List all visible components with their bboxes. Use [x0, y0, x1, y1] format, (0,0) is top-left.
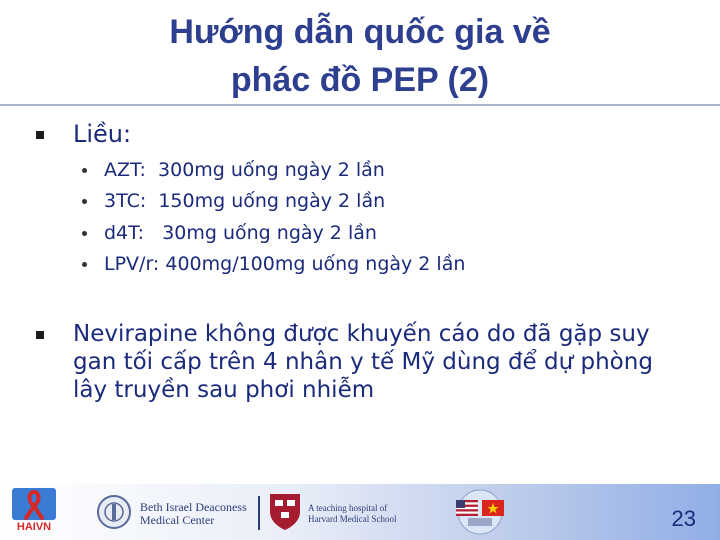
bullet-dot-icon	[82, 262, 87, 267]
dose-item: 3TC: 150mg uống ngày 2 lần	[104, 190, 386, 212]
bidmc-line2: Medical Center	[140, 513, 215, 527]
haivn-logo	[12, 488, 56, 536]
title-divider	[0, 104, 720, 106]
us-vietnam-flags-icon	[448, 488, 512, 536]
bullet-dot-icon	[82, 199, 87, 204]
nevirapine-note: Nevirapine không được khuyến cáo do đã gặp suy gan tối cấp trên 4 nhân y tế Mỹ dùng để dự phòng lây truyền sau phơi nhiễm	[73, 321, 653, 403]
harvard-line1: A teaching hospital of	[308, 503, 388, 513]
bidmc-seal-icon	[96, 494, 132, 530]
dose-item: LPV/r: 400mg/100mg uống ngày 2 lần	[104, 253, 466, 275]
dose-item: d4T: 30mg uống ngày 2 lần	[104, 222, 377, 244]
page-number: 23	[671, 506, 696, 531]
harvard-shield-icon	[268, 492, 302, 532]
bullet-dot-icon	[82, 168, 87, 173]
haivn-label: HAIVN	[16, 521, 52, 533]
bidmc-line1: Beth Israel Deaconess	[140, 500, 247, 514]
dose-item: AZT: 300mg uống ngày 2 lần	[104, 159, 385, 181]
bullet-dot-icon	[82, 231, 87, 236]
harvard-line2: Harvard Medical School	[308, 514, 397, 524]
logo-divider	[258, 496, 260, 530]
slide-title	[0, 8, 720, 104]
bullet-square-icon	[36, 331, 44, 339]
dose-heading: Liều:	[73, 120, 132, 148]
slide-title-line1: Hướng dẫn quốc gia về	[169, 13, 551, 51]
bullet-square-icon	[36, 131, 44, 139]
slide-title-line2: phác đồ PEP (2)	[230, 61, 490, 99]
footer-bar	[0, 484, 720, 540]
